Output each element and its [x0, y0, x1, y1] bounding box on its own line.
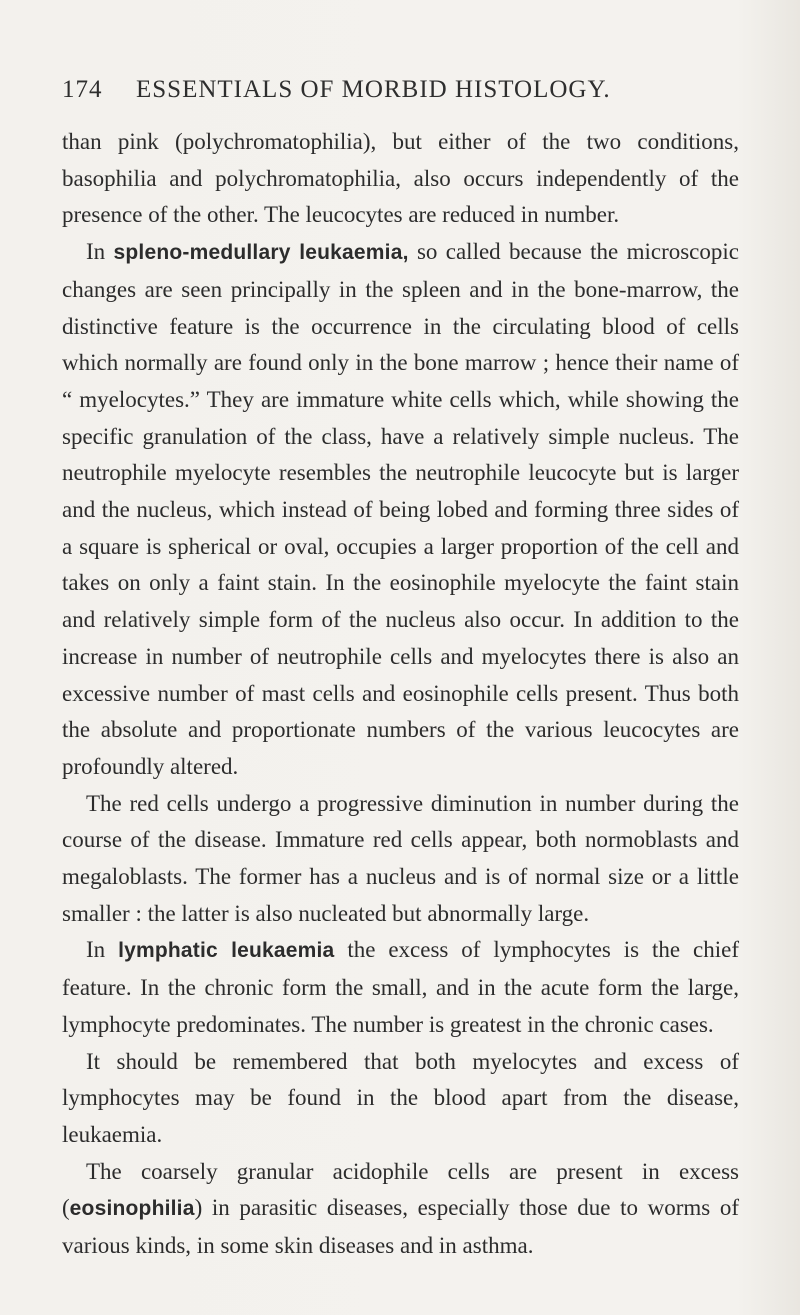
paragraph-lymphatic-leukaemia [62, 932, 739, 1043]
page-header [62, 76, 742, 110]
paragraph-text: The coarsely granular acidophile cells are present in excess ( [62, 1158, 739, 1221]
term-spleno-medullary-leukaemia: spleno-medullary leukaemia, [113, 241, 409, 265]
paragraph-text: the excess of lymphocytes is the chief feature. In the chronic form the small, and in the acute form the large, lymphocyte predominates. The number is greatest in the chronic cases. [62, 937, 739, 1037]
page-number: 174 [62, 76, 103, 103]
body-text [62, 124, 739, 1265]
paragraph-text: so called because the microscopic changes are seen principally in the spleen and in the bone-marrow, the distinctive feature is the occurrence in the circulating blood of cells which normally are found only in the bone marrow ; hence their name of “ myelocytes.” They are immature white cells which, while showing the specific granulation of the class, have a relatively simple nucleus. The neutrophile myelocyte resembles the neutrophile leucocyte but is larger and the nucleus, which instead of being lobed and forming three sides of a square is spherical or oval, occupies a larger proportion of the cell and takes on only a faint stain. In the eosinophile myelocyte the faint stain and relatively simple form of the nucleus also occur. In addition to the increase in number of neutrophile cells and myelocytes there is also an excessive number of mast cells and eosinophile cells present. Thus both the absolute and proportionate numbers of the various leucocytes are profoundly altered. [62, 239, 739, 779]
paragraph-red-cells [62, 786, 739, 933]
paragraph-spleno-medullary-leukaemia [62, 234, 739, 786]
paragraph-text: The red cells undergo a progressive diminution in number during the course of the disease. Immature red cells appear, both normoblasts and megaloblasts. The former has a nucleus and is of normal size or a little smaller : the latter is also nucleated but abnormally large. [62, 790, 739, 926]
paragraph-text: In [86, 937, 119, 963]
paragraph-continuation [62, 124, 739, 234]
paragraph-myelocytes-note [62, 1044, 739, 1154]
paragraph-text: In [86, 239, 114, 265]
paragraph-text: ) in parasitic diseases, especially those due to worms of various kinds, in some skin diseases and in asthma. [62, 1195, 739, 1259]
paragraph-text: It should be remembered that both myelocytes and excess of lymphocytes may be found in the blood apart from the disease, leukaemia. [62, 1048, 739, 1147]
term-eosinophilia: eosinophilia [69, 1197, 195, 1221]
paragraph-text: than pink (polychromatophilia), but either of the two conditions, basophilia and polychromatophilia, also occurs independently of the presence of the other. The leucocytes are reduced in number. [62, 129, 739, 228]
term-lymphatic-leukaemia: lymphatic leukaemia [118, 939, 335, 963]
running-title: ESSENTIALS OF MORBID HISTOLOGY. [136, 76, 611, 103]
paragraph-eosinophilia [62, 1154, 739, 1265]
